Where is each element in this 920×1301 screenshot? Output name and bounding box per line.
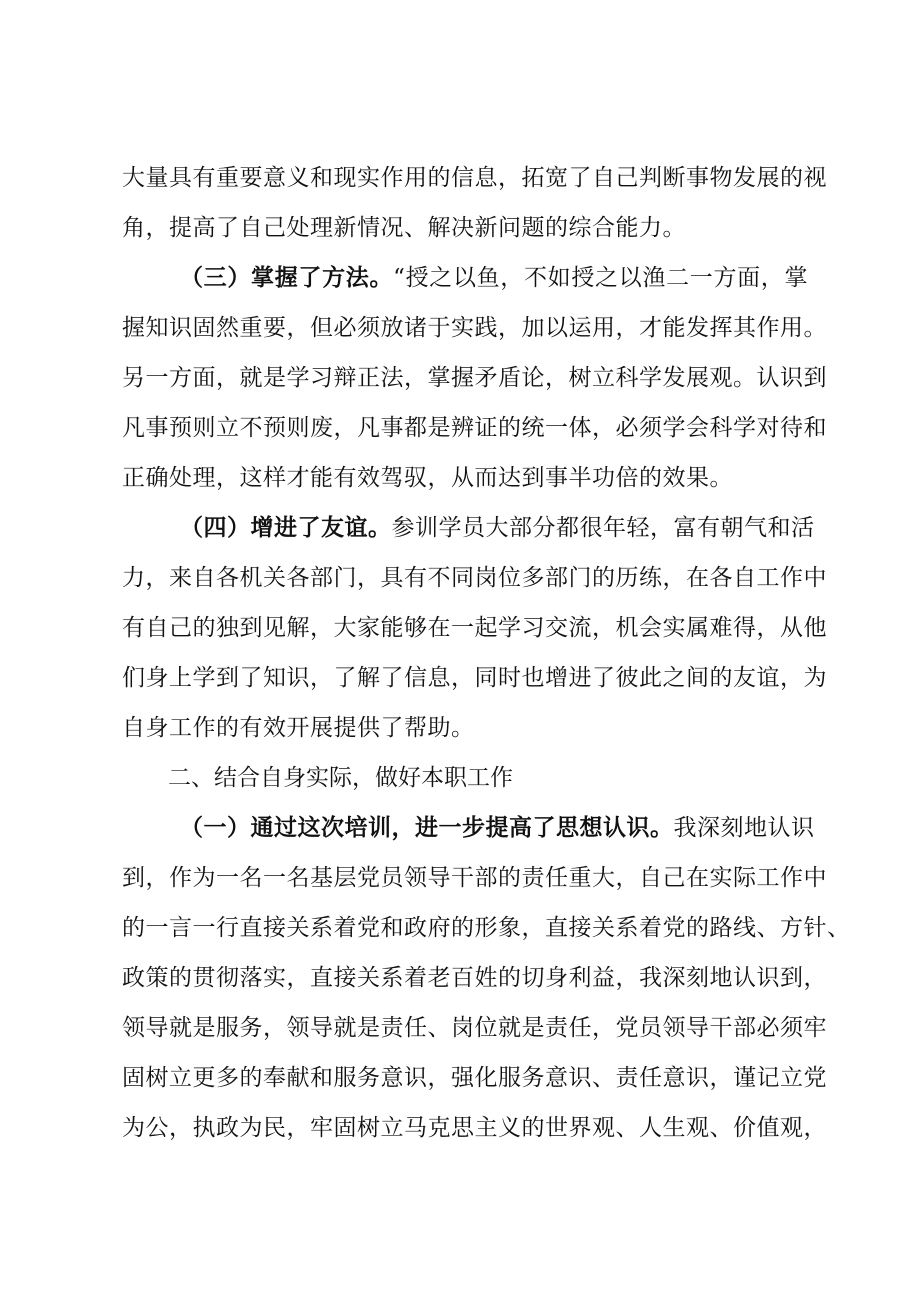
text-line: 们身上学到了知识，了解了信息，同时也增进了彼此之间的友谊，为 xyxy=(122,665,827,691)
text-line xyxy=(122,803,815,853)
text-line: 另一方面，就是学习辩正法，掌握矛盾论，树立科学发展观。认识到 xyxy=(122,365,827,391)
text-line: 政策的贯彻落实，直接关系着老百姓的切身利益，我深刻地认识到， xyxy=(122,965,827,991)
text-line: 凡事预则立不预则废，凡事都是辨证的统一体，必须学会科学对待和 xyxy=(122,415,827,441)
paragraph-text: 我深刻地认识 xyxy=(673,815,815,841)
text-line: 固树立更多的奉献和服务意识，强化服务意识、责任意识，谨记立党 xyxy=(122,1065,827,1091)
section-heading: 二、结合自身实际，做好本职工作 xyxy=(168,765,513,791)
paragraph-lead: （一）通过这次培训，进一步提高了思想认识。 xyxy=(180,814,674,841)
text-line xyxy=(122,253,808,303)
paragraph-text: “授之以鱼，不如授之以渔二一方面，掌 xyxy=(393,265,808,291)
text-line: 自身工作的有效开展提供了帮助。 xyxy=(122,715,475,741)
text-line xyxy=(122,503,815,553)
text-line: 握知识固然重要，但必须放诸于实践，加以运用，才能发挥其作用。 xyxy=(122,315,827,341)
text-line: 领导就是服务，领导就是责任、岗位就是责任，党员领导干部必须牢 xyxy=(122,1015,827,1041)
paragraph-2 xyxy=(122,253,827,503)
paragraph-lead: （三）掌握了方法。 xyxy=(180,264,394,291)
text-line: 正确处理，这样才能有效驾驭，从而达到事半功倍的效果。 xyxy=(122,465,733,491)
paragraph-lead: （四）增进了友谊。 xyxy=(180,514,392,541)
text-line: 到，作为一名一名基层党员领导干部的责任重大，自己在实际工作中 xyxy=(122,865,827,891)
text-line: 角，提高了自己处理新情况、解决新问题的综合能力。 xyxy=(122,215,686,241)
text-line: 有自己的独到见解，大家能够在一起学习交流，机会实属难得，从他 xyxy=(122,615,827,641)
text-line: 力，来自各机关各部门，具有不同岗位多部门的历练，在各自工作中 xyxy=(122,565,827,591)
text-line: 大量具有重要意义和现实作用的信息，拓宽了自己判断事物发展的视 xyxy=(122,165,827,191)
paragraph-1 xyxy=(122,153,827,253)
paragraph-3 xyxy=(122,503,827,753)
document-page xyxy=(122,153,851,1153)
text-line: 为公，执政为民，牢固树立马克思主义的世界观、人生观、价值观， xyxy=(122,1115,827,1141)
paragraph-text: 参训学员大部分都很年轻，富有朝气和活 xyxy=(391,515,815,541)
paragraph-4 xyxy=(122,803,851,1153)
text-line: 的一言一行直接关系着党和政府的形象，直接关系着党的路线、方针、 xyxy=(122,915,851,941)
